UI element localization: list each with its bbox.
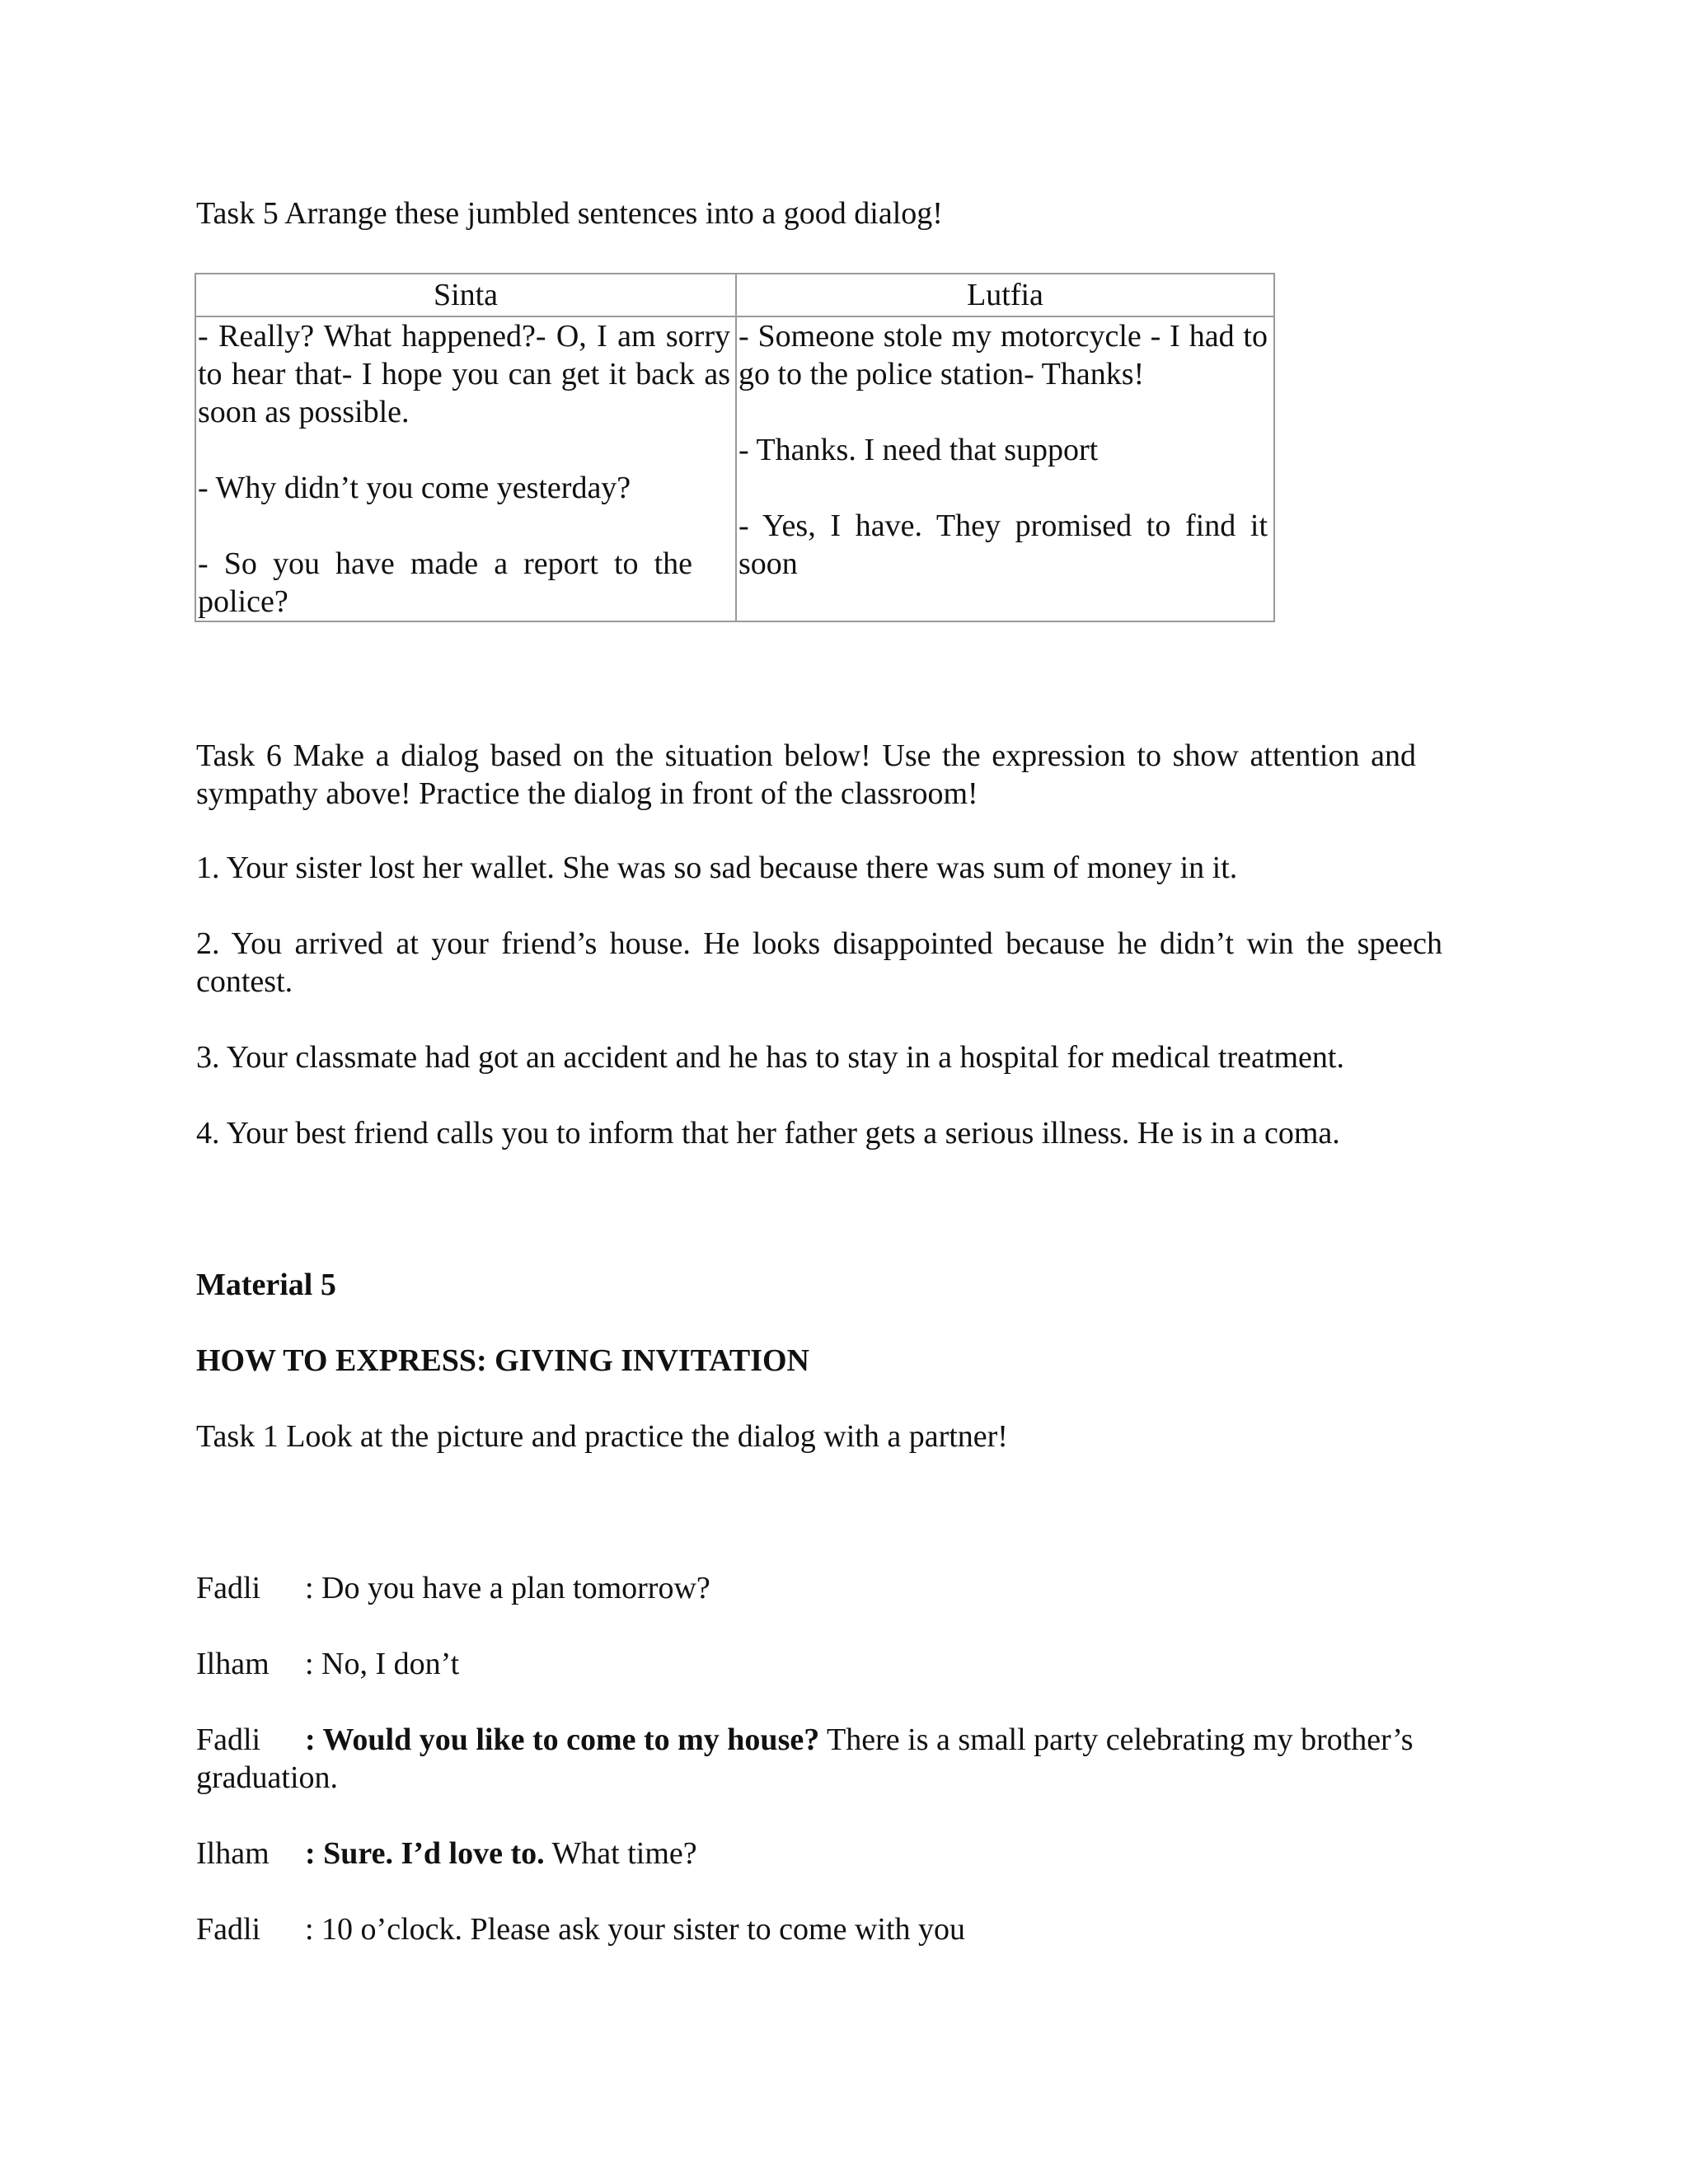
sinta-cell-line-group-1: - Really? What happened?- O, I am sorry to hear that- I hope you can get it back as soon as possible. <box>198 319 730 429</box>
dialog-utterance <box>305 1721 1414 1759</box>
task1-heading: Task 1 Look at the picture and practice the dialog with a partner! <box>196 1419 1008 1454</box>
dialog-utterance <box>305 1645 459 1683</box>
task6-item-4: 4. Your best friend calls you to inform that her father gets a serious illness. He is in a coma. <box>196 1116 1340 1151</box>
table-column-divider <box>735 274 737 621</box>
task6-item-2: 2. You arrived at your friend’s house. He looks disappointed because he didn’t win the speech contest. <box>196 926 1442 999</box>
lutfia-cell-line-group-1: - Someone stole my motorcycle - I had to go to the police station- Thanks! <box>738 319 1268 391</box>
dialog-utterance-text: : No, I don’t <box>305 1647 460 1681</box>
dialog-utterance <box>305 1835 697 1872</box>
dialog-speaker: Fadli <box>196 1912 261 1947</box>
lutfia-cell-line-group-2: - Thanks. I need that support <box>738 433 1099 467</box>
dialog-continuation: graduation. <box>196 1760 339 1795</box>
dialog-speaker: Fadli <box>196 1722 261 1757</box>
table-header-lutfia: Lutfia <box>967 278 1043 312</box>
dialog-speaker: Ilham <box>196 1647 270 1681</box>
dialog-utterance-text: : Do you have a plan tomorrow? <box>305 1571 710 1605</box>
dialog-utterance <box>305 1910 965 1948</box>
dialog-utterance-text: What time? <box>544 1836 697 1871</box>
dialog-utterance <box>305 1569 710 1607</box>
task5-heading: Task 5 Arrange these jumbled sentences into a good dialog! <box>196 196 943 231</box>
dialog-utterance-text: : 10 o’clock. Please ask your sister to come with you <box>305 1912 966 1947</box>
dialog-utterance-bold: : Would you like to come to my house? <box>305 1722 820 1757</box>
dialog-utterance-bold: : Sure. I’d love to. <box>305 1836 545 1871</box>
dialog-speaker: Fadli <box>196 1571 261 1605</box>
material-title: Material 5 <box>196 1268 336 1302</box>
lutfia-cell-line-group-3: - Yes, I have. They promised to find it soon <box>738 509 1268 581</box>
material-subtitle: HOW TO EXPRESS: GIVING INVITATION <box>196 1343 809 1378</box>
sinta-cell-line-group-2: - Why didn’t you come yesterday? <box>198 471 631 505</box>
task6-heading: Task 6 Make a dialog based on the situation below! Use the expression to show attention and sympathy above! Practice the dialog in front of the classroom! <box>196 738 1416 811</box>
dialog-speaker: Ilham <box>196 1836 270 1871</box>
dialog-utterance-text: There is a small party celebrating my brother’s <box>819 1722 1414 1757</box>
jumbled-sentences-table <box>195 273 1275 622</box>
task6-item-1: 1. Your sister lost her wallet. She was so sad because there was sum of money in it. <box>196 851 1238 885</box>
table-header-sinta: Sinta <box>433 278 499 312</box>
sinta-cell-line-group-3: - So you have made a report to the police? <box>198 546 692 619</box>
task6-item-3: 3. Your classmate had got an accident and he has to stay in a hospital for medical treatment. <box>196 1040 1344 1075</box>
